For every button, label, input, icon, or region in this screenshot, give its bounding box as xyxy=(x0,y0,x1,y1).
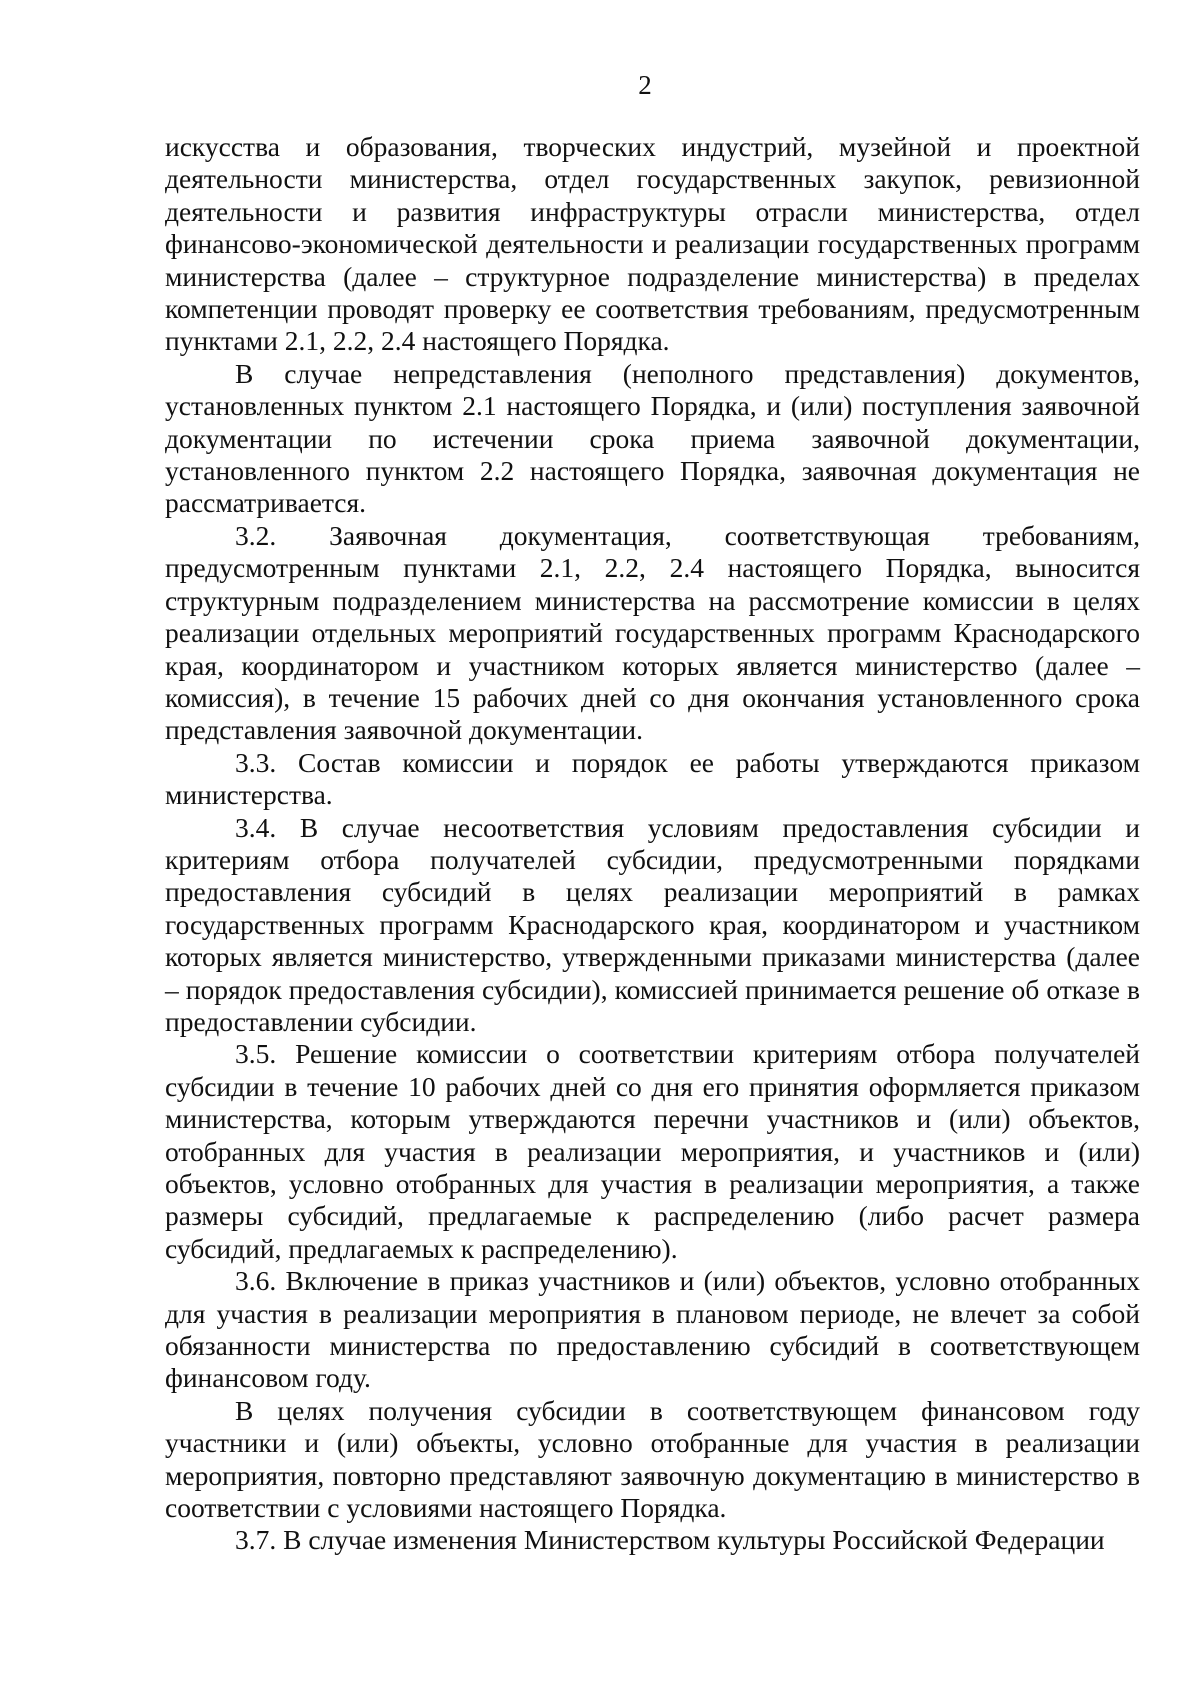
paragraph-3-2: 3.2. Заявочная документация, соответствующая требованиям, предусмотренным пунктами 2.1, 2.2, 2.4 настоящего Порядка, выносится структурным подразделением министерства на рассмотрение комиссии в целях реализации отдельных мероприятий государственных программ Краснодарского края, координатором и участником которых является министерство (далее – комиссия), в течение 15 рабочих дней со дня окончания установленного срока представления заявочной документации. xyxy=(165,519,1140,746)
paragraph-3-5: 3.5. Решение комиссии о соответствии критериям отбора получателей субсидии в течение 10 рабочих дней со дня его принятия оформляется приказом министерства, которым утверждаются перечни участников и (или) объектов, отобранных для участия в реализации мероприятия, и участников и (или) объектов, условно отобранных для участия в реализации мероприятия, а также размеры субсидий, предлагаемые к распределению (либо расчет размера субсидий, предлагаемых к распределению). xyxy=(165,1038,1140,1264)
paragraph-non-submission: В случае непредставления (неполного представления) документов, установленных пунктом 2.1 настоящего Порядка, и (или) поступления заявочной документации по истечении срока приема заявочной документации, установленного пунктом 2.2 настоящего Порядка, заявочная документация не рассматривается. xyxy=(165,357,1140,519)
paragraph-3-3: 3.3. Состав комиссии и порядок ее работы утверждаются приказом министерства. xyxy=(165,746,1140,811)
paragraph-continuation: искусства и образования, творческих индустрий, музейной и проектной деятельности министерства, отдел государственных закупок, ревизионной деятельности и развития инфраструктуры отрасли министерства, отдел финансово-экономической деятельности и реализации государственных программ министерства (далее – структурное подразделение министерства) в пределах компетенции проводят проверку ее соответствия требованиям, предусмотренным пунктами 2.1, 2.2, 2.4 настоящего Порядка. xyxy=(165,131,1140,357)
paragraph-3-7: 3.7. В случае изменения Министерством культуры Российской Федерации xyxy=(235,1524,1105,1556)
document-body xyxy=(165,131,1140,1557)
paragraph-3-6: 3.6. Включение в приказ участников и (или) объектов, условно отобранных для участия в реализации мероприятия в плановом периоде, не влечет за собой обязанности министерства по предоставлению субсидий в соответствующем финансовом году. xyxy=(165,1265,1140,1394)
paragraph-subsidy-purpose: В целях получения субсидии в соответствующем финансовом году участники и (или) объекты, условно отобранные для участия в реализации мероприятия, повторно представляют заявочную документацию в министерство в соответствии с условиями настоящего Порядка. xyxy=(165,1394,1140,1524)
page-number: 2 xyxy=(638,70,652,100)
paragraph-3-4: 3.4. В случае несоответствия условиям предоставления субсидии и критериям отбора получателей субсидии, предусмотренными порядками предоставления субсидий в целях реализации мероприятий в рамках государственных программ Краснодарского края, координатором и участником которых является министерство, утвержденными приказами министерства (далее – порядок предоставления субсидии), комиссией принимается решение об отказе в предоставлении субсидии. xyxy=(165,811,1140,1037)
